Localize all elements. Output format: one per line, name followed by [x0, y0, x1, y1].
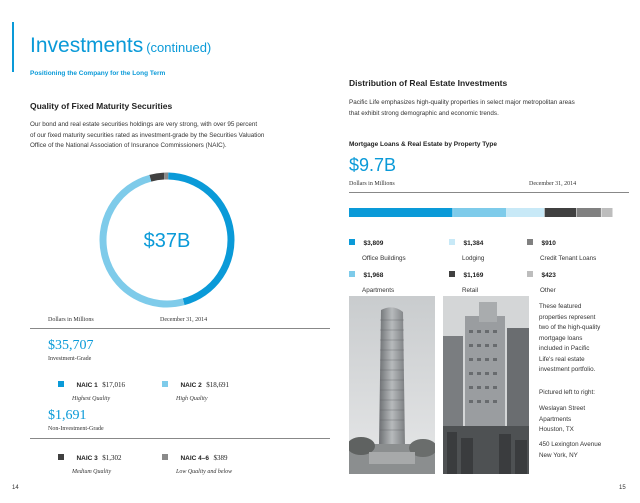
- caption-line: investment portfolio.: [539, 366, 596, 373]
- caption-line: properties represent: [539, 313, 596, 321]
- real-estate-total: $9.7B: [349, 155, 397, 175]
- naic-3-swatch: [58, 454, 64, 460]
- chart-heading: Mortgage Loans & Real Estate by Property Type: [349, 141, 497, 148]
- naic-4-item: [162, 447, 232, 475]
- pictured-label: Pictured left to right:: [539, 389, 595, 396]
- naic-1-value: $17,016: [102, 381, 125, 389]
- bar-segment-retail: [545, 208, 576, 217]
- caption-line: 450 Lexington Avenue: [539, 441, 602, 448]
- quality-heading: Quality of Fixed Maturity Securities: [30, 101, 173, 111]
- property-2-caption: [539, 440, 601, 461]
- legend-swatch: [449, 239, 455, 245]
- legend-label: Office Buildings: [362, 255, 406, 262]
- bar-segment-credit-tenant-loans: [577, 208, 601, 217]
- legend-office: [349, 232, 406, 262]
- caption-line: included in Pacific: [539, 345, 590, 352]
- real-estate-paragraph: [349, 98, 629, 119]
- legend-label: Apartments: [362, 287, 395, 294]
- bar-segment-apartments: [453, 208, 506, 217]
- legend-value: $3,809: [363, 240, 384, 247]
- property-type-stacked-bar: [349, 208, 613, 217]
- legend-value: $910: [541, 240, 556, 247]
- date-label: December 31, 2014: [160, 317, 208, 323]
- legend-swatch: [449, 271, 455, 277]
- investment-grade-label: Investment-Grade: [48, 356, 92, 362]
- caption-line: two of the high-quality: [539, 324, 601, 331]
- legend-swatch: [527, 271, 533, 277]
- naic-2-name: NAIC 2: [180, 382, 202, 389]
- caption-line: Life's real estate: [539, 355, 585, 363]
- bar-segment-lodging: [507, 208, 544, 217]
- naic-2-quality: High Quality: [176, 396, 208, 402]
- divider: [30, 438, 330, 439]
- paragraph-line: Our bond and real estate securities holdings are very strong, with over 95 percent: [30, 121, 258, 128]
- units-label-right: Dollars in Millions: [349, 181, 395, 187]
- page-title: [30, 34, 211, 58]
- naic-1-name: NAIC 1: [76, 382, 98, 389]
- legend-value: $1,968: [363, 272, 384, 279]
- legend-value: $1,169: [463, 272, 484, 279]
- divider: [349, 192, 629, 193]
- quality-paragraph: [30, 120, 330, 152]
- non-investment-grade-label: Non-Investment-Grade: [48, 426, 104, 432]
- naic-2-swatch: [162, 381, 168, 387]
- legend-retail: [449, 264, 483, 294]
- naic-1-swatch: [58, 381, 64, 387]
- legend-value: $423: [541, 272, 556, 279]
- title-suffix: (continued): [146, 40, 212, 55]
- lexington-avenue-photo: [443, 296, 529, 474]
- legend-swatch: [349, 239, 355, 245]
- legend-value: $1,384: [463, 240, 484, 247]
- caption-line: mortgage loans: [539, 334, 583, 342]
- paragraph-line: that exhibit strong demographic and economic trends.: [349, 109, 499, 117]
- naic-4-quality: Low Quality and below: [176, 469, 233, 475]
- naic-4-value: $389: [213, 454, 228, 462]
- date-label-right: December 31, 2014: [529, 181, 577, 187]
- bar-segment-other: [601, 208, 612, 217]
- caption-line: These featured: [539, 303, 582, 310]
- units-label: Dollars in Millions: [48, 317, 94, 323]
- naic-3-value: $1,302: [102, 454, 122, 462]
- naic-2-value: $18,691: [206, 381, 229, 389]
- non-investment-grade-total: $1,691: [48, 408, 87, 423]
- caption-line: Houston, TX: [539, 426, 574, 433]
- naic-1-quality: Highest Quality: [72, 396, 111, 402]
- investment-grade-total: $35,707: [48, 338, 94, 353]
- real-estate-heading: Distribution of Real Estate Investments: [349, 78, 508, 88]
- caption-line: Apartments: [539, 415, 572, 423]
- weslayan-apartments-photo: [349, 296, 435, 474]
- property-1-caption: [539, 404, 585, 436]
- naic-1-item: [58, 374, 125, 402]
- legend-label: Retail: [462, 287, 479, 294]
- bar-segment-office-buildings: [349, 208, 453, 217]
- legend-label: Credit Tenant Loans: [540, 255, 597, 262]
- naic-2-item: [162, 374, 229, 402]
- paragraph-line: Pacific Life emphasizes high-quality properties in select major metropolitan areas: [349, 99, 575, 106]
- paragraph-line: Office of the National Association of Insurance Commissioners (NAIC).: [30, 142, 227, 149]
- caption-line: New York, NY: [539, 451, 578, 459]
- legend-apartments: [349, 264, 394, 294]
- legend-label: Other: [540, 287, 556, 294]
- donut-slice-naic-3: [150, 176, 164, 178]
- legend-label: Lodging: [462, 255, 485, 262]
- naic-3-name: NAIC 3: [76, 455, 98, 462]
- divider: [30, 328, 330, 329]
- legend-swatch: [349, 271, 355, 277]
- naic-3-item: [58, 447, 121, 475]
- page-number-right: 15: [619, 485, 626, 491]
- legend-swatch: [527, 239, 533, 245]
- title-text: Investments: [30, 34, 144, 57]
- accent-bar: [12, 22, 14, 72]
- page-number-left: 14: [12, 485, 19, 491]
- photo-caption: [539, 302, 634, 376]
- legend-lodging: [449, 232, 484, 262]
- donut-total-label: $37B: [143, 230, 191, 252]
- page-subtitle: Positioning the Company for the Long Term: [30, 70, 166, 77]
- legend-other: [527, 264, 556, 294]
- naic-4-name: NAIC 4–6: [180, 455, 209, 462]
- paragraph-line: of our fixed maturity securities rated as investment-grade by the Securities Valuation: [30, 131, 265, 139]
- naic-3-quality: Medium Quality: [72, 469, 112, 475]
- naic-4-swatch: [162, 454, 168, 460]
- legend-credit-tenant: [527, 232, 596, 262]
- caption-line: Weslayan Street: [539, 405, 586, 412]
